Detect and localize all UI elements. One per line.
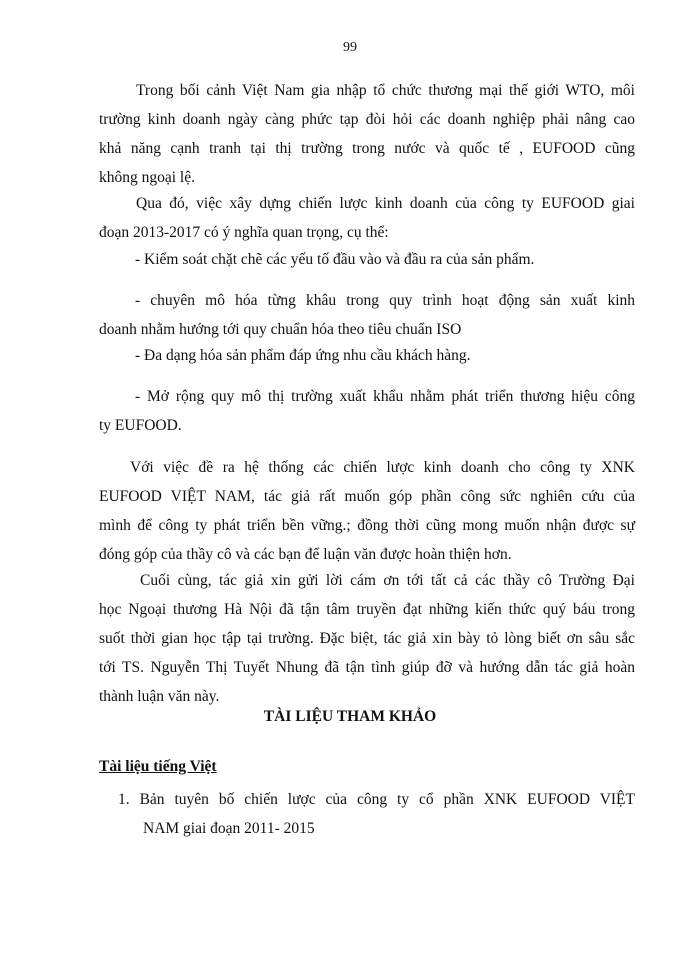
references-heading: TÀI LIỆU THAM KHẢO bbox=[263, 708, 437, 725]
bullet-item-export-expansion bbox=[99, 382, 635, 440]
paragraph-line: trường kinh doanh ngày càng phức tạp đòi hỏi các doanh nghiệp phải nâng cao bbox=[99, 111, 635, 128]
paragraph-line: Qua đó, việc xây dựng chiến lược kinh doanh của công ty EUFOOD giai bbox=[136, 195, 635, 212]
paragraph-acknowledgement bbox=[99, 566, 635, 711]
bullet-item-diversification bbox=[99, 341, 635, 370]
paragraph-line: đoạn 2013-2017 có ý nghĩa quan trọng, cụ thể: bbox=[99, 224, 389, 241]
reference-line: 1. Bản tuyên bố chiến lược của công ty cổ phần XNK EUFOOD VIỆT bbox=[118, 791, 635, 808]
paragraph-line: thành luận văn này. bbox=[99, 688, 220, 705]
references-subheading: Tài liệu tiếng Việt bbox=[99, 758, 217, 775]
paragraph-conclusion bbox=[99, 453, 635, 569]
page-number: 99 bbox=[343, 40, 357, 55]
bullet-line: - chuyên mô hóa từng khâu trong quy trình hoạt động sản xuất kinh bbox=[135, 292, 635, 309]
paragraph-line: suốt thời gian học tập tại trường. Đặc biệt, tác giả xin bày tỏ lòng biết ơn sâu sắc bbox=[99, 630, 635, 647]
bullet-line: - Mở rộng quy mô thị trường xuất khẩu nhằm phát triển thương hiệu công bbox=[135, 388, 635, 405]
paragraph-line: Cuối cùng, tác giả xin gửi lời cám ơn tới tất cả các thầy cô Trường Đại bbox=[140, 572, 635, 589]
paragraph-line: Với việc đề ra hệ thống các chiến lược kinh doanh cho công ty XNK bbox=[130, 459, 635, 476]
paragraph-line: mình để công ty phát triển bền vững.; đồng thời cũng mong muốn nhận được sự bbox=[99, 517, 635, 534]
paragraph-line: Trong bối cảnh Việt Nam gia nhập tổ chức thương mại thế giới WTO, môi bbox=[136, 82, 635, 99]
bullet-line: ty EUFOOD. bbox=[99, 417, 182, 434]
paragraph-line: khả năng cạnh tranh tại thị trường trong nước và quốc tế , EUFOOD cũng bbox=[99, 140, 635, 157]
paragraph-line: học Ngoại thương Hà Nội đã tận tâm truyền đạt những kiến thức quý báu trong bbox=[99, 601, 635, 618]
reference-line: NAM giai đoạn 2011- 2015 bbox=[143, 820, 315, 837]
reference-item bbox=[118, 785, 635, 843]
bullet-line: doanh nhằm hướng tới quy chuẩn hóa theo tiêu chuẩn ISO bbox=[99, 321, 462, 338]
paragraph-line: không ngoại lệ. bbox=[99, 169, 195, 186]
bullet-line: - Kiểm soát chặt chẽ các yếu tố đầu vào và đầu ra của sản phẩm. bbox=[135, 251, 535, 268]
paragraph-context bbox=[99, 76, 635, 192]
paragraph-line: đóng góp của thầy cô và các bạn để luận văn được hoàn thiện hơn. bbox=[99, 546, 512, 563]
paragraph-line: tới TS. Nguyễn Thị Tuyết Nhung đã tận tình giúp đỡ và hướng dẫn tác giả hoàn bbox=[99, 659, 635, 676]
bullet-line: - Đa dạng hóa sản phẩm đáp ứng nhu cầu khách hàng. bbox=[135, 347, 471, 364]
paragraph-strategy-intro bbox=[99, 189, 635, 247]
bullet-item-input-output bbox=[99, 245, 635, 274]
bullet-item-specialization bbox=[99, 286, 635, 344]
paragraph-line: EUFOOD VIỆT NAM, tác giả rất muốn góp phần công sức nghiên cứu của bbox=[99, 488, 635, 505]
